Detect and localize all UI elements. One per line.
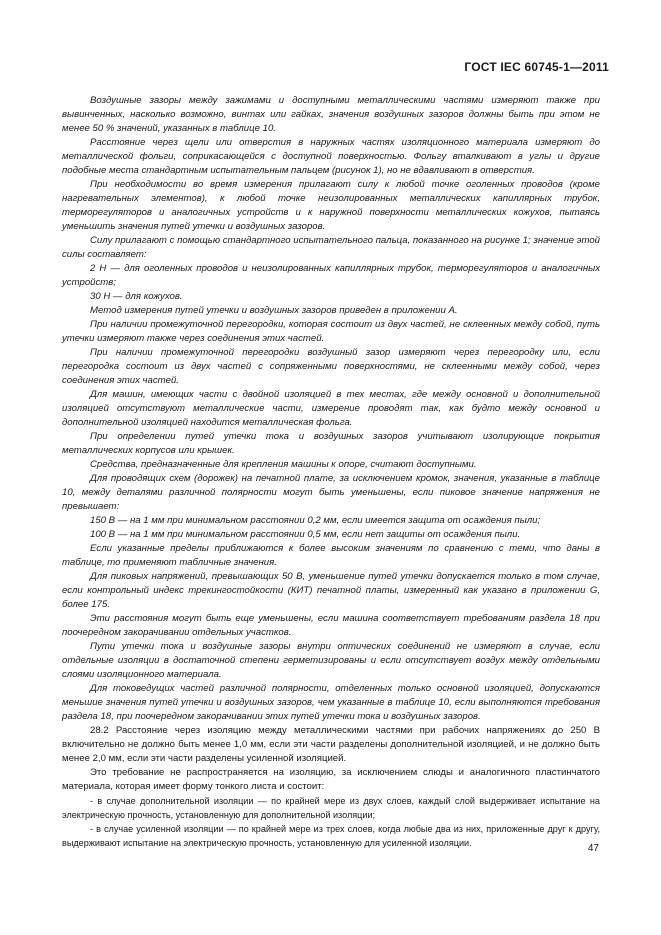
document-header: ГОСТ IEC 60745-1—2011 [464, 60, 609, 74]
paragraph: При наличии промежуточной перегородки воздушный зазор измеряют через перегородку или, если перегородка состоит из двух частей с сопряженными поверхностями, не склеенными между собой, через соединения этих частей. [62, 347, 600, 386]
paragraph: Силу прилагают с помощью стандартного испытательного пальца, показанного на рисунке 1; значение этой силы составляет: [62, 235, 600, 260]
paragraph: Пути утечки тока и воздушные зазоры внутри оптических соединений не измеряют в случае, если отдельные изоляции в достаточной степени герметизированы и если отсутствует воздух между отдельными слоями изоляционного материала. [62, 641, 600, 680]
paragraph: При необходимости во время измерения прилагают силу к любой точке оголенных проводов (кроме нагревательных элементов), к любой точке неизолированных металлических капиллярных трубок, терморегуляторов и аналогичных устройств и к наружной поверхности металлических кожухов, пытаясь уменьшить значения путей утечки и воздушных зазоров. [62, 179, 600, 232]
paragraph: Метод измерения путей утечки и воздушных зазоров приведен в приложении А. [90, 305, 458, 316]
paragraph: Средства, предназначенные для крепления машины к опоре, считают доступными. [90, 459, 477, 470]
paragraph: Для машин, имеющих части с двойной изоляцией в тех местах, где между основной и дополнительной изоляцией отсутствуют металлические части, измерение проводят так, как будто между основной и дополнительной изоляцией находится металлическая фольга. [62, 389, 600, 428]
paragraph: Воздушные зазоры между зажимами и доступными металлическими частями измеряют также при вывинченных, насколько возможно, винтах или гайках, значения воздушных зазоров должны быть при этом не менее 50 % значений, указанных в таблице 10. [62, 95, 600, 134]
paragraph: Для проводящих схем (дорожек) на печатной плате, за исключением кромок, значения, указанные в таблице 10, между деталями различной полярности могут быть уменьшены, если пиковое значение напряжения не превышает: [62, 473, 600, 512]
document-body [62, 94, 600, 850]
paragraph: Эти расстояния могут быть еще уменьшены, если машина соответствует требованиям раздела 18 при поочередном закорачивании отдельных участков. [62, 613, 600, 638]
paragraph: 28.2 Расстояние через изоляцию между металлическими частями при рабочих напряжениях до 250 В включительно не должно быть менее 1,0 мм, если эти части разделены дополнительной изоляцией, и не должно быть менее 2,0 мм, если эти части разделены усиленной изоляцией. [62, 725, 600, 764]
paragraph: 100 В — на 1 мм при минимальном расстоянии 0,5 мм, если нет защиты от осаждения пыли. [90, 529, 521, 540]
paragraph: При определении путей утечки тока и воздушных зазоров учитывают изолирующие покрытия металлических корпусов или крышек. [62, 431, 600, 456]
paragraph: Расстояние через щели или отверстия в наружных частях изоляционного материала измеряют до металлической фольги, соприкасающейся с доступной поверхностью. Фольгу вталкивают в углы и другие подобные места стандартным испытательным пальцем (рисунок 1), но не вдавливают в отверстия. [62, 137, 600, 176]
paragraph: Это требование не распространяется на изоляцию, за исключением слюды и аналогичного пластинчатого материала, которая имеет форму тонкого листа и состоит: [62, 767, 600, 792]
paragraph: 150 В — на 1 мм при минимальном расстоянии 0,2 мм, если имеется защита от осаждения пыли; [90, 515, 541, 526]
paragraph: Для токоведущих частей различной полярности, отделенных только основной изоляцией, допускаются меньшие значения путей утечки и воздушных зазоров, чем указанные в таблице 10, если выполняются требования раздела 18, при поочередном закорачивании этих путей утечки тока и воздушных зазоров. [62, 683, 600, 722]
list-item: - в случае дополнительной изоляции — по крайней мере из двух слоев, каждый слой выдерживает испытание на электрическую прочность, установленную для дополнительной изоляции; [62, 796, 600, 820]
paragraph: 30 Н — для кожухов. [90, 291, 183, 302]
paragraph: При наличии промежуточной перегородки, которая состоит из двух частей, не склеенных между собой, путь утечки измеряют также через соединения этих частей. [62, 319, 600, 344]
paragraph: Если указанные пределы приближаются к более высоким значениям по сравнению с теми, что даны в таблице, то применяют табличные значения. [62, 543, 600, 568]
paragraph: Для пиковых напряжений, превышающих 50 В, уменьшение путей утечки допускается только в том случае, если контрольный индекс трекингостойкости (КИТ) печатной платы, измеренный как указано в приложении G, более 175. [62, 571, 600, 610]
paragraph: 2 Н — для оголенных проводов и неизолированных капиллярных трубок, терморегуляторов и аналогичных устройств; [62, 263, 600, 288]
page-number: 47 [587, 843, 599, 854]
list-item: - в случае усиленной изоляции — по крайней мере из трех слоев, когда любые два из них, приложенные друг к другу, выдерживают испытание на электрическую прочность, установленную для усиленной изоляции. [62, 824, 600, 848]
